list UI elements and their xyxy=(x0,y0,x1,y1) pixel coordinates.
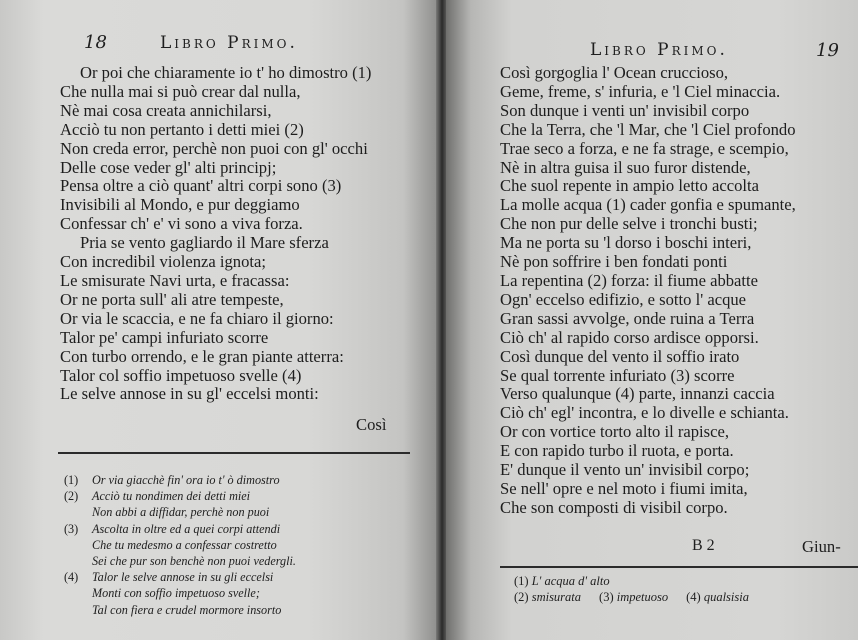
footnote-line xyxy=(64,585,296,601)
verse-line: Geme, freme, s' infuria, e 'l Ciel minaccia. xyxy=(500,81,781,101)
verse-line: Gran sassi avvolge, onde ruina a Terra xyxy=(500,308,755,328)
verse-line: Se nell' opre e nel moto i fiumi imita, xyxy=(500,478,748,498)
footnote-text: qualsisia xyxy=(703,589,749,604)
verse-line: Ciò ch' al rapido corso ardisce opporsi. xyxy=(500,327,759,347)
footnote-number: (2) xyxy=(514,589,529,604)
verse-line: Invisibili al Mondo, e pur deggiamo xyxy=(60,195,300,215)
footnote-text: Che tu medesmo a confessar costretto xyxy=(92,537,277,552)
verse-line: Delle cose veder gl' alti principj; xyxy=(60,157,277,177)
right-page-number: 19 xyxy=(816,40,839,61)
verse-line: Trae seco a forza, e ne fa strage, e scempio, xyxy=(500,138,789,158)
left-footnote-rule xyxy=(58,452,410,454)
verse-line: Or con vortice torto alto il rapisce, xyxy=(500,422,730,442)
verse-line: Che la Terra, che 'l Mar, che 'l Ciel profondo xyxy=(500,119,796,139)
footnote-text: impetuoso xyxy=(616,589,669,604)
verse-line: E con rapido turbo il ruota, e porta. xyxy=(500,441,734,461)
verse-line: Così dunque del vento il soffio irato xyxy=(500,346,740,366)
left-page-number: 18 xyxy=(84,32,107,53)
footnote-line xyxy=(514,574,749,590)
footnote-line xyxy=(64,504,296,520)
verse-line: Confessar ch' e' vi sono a viva forza. xyxy=(60,214,303,234)
verse-line: Che suol repente in ampio letto accolta xyxy=(500,176,759,196)
verse-line: Nè mai cosa creata annichilarsi, xyxy=(60,100,272,120)
footnote-text: L' acqua d' alto xyxy=(531,574,610,588)
left-footnotes xyxy=(64,472,296,618)
footnote-text: Acciò tu nondimen dei detti miei xyxy=(92,489,251,504)
verse-line: Che son composti di visibil corpo. xyxy=(500,497,728,517)
verse-line: Che nulla mai si può crear dal nulla, xyxy=(60,81,301,101)
right-footnotes xyxy=(514,574,749,605)
verse-line: Pria se vento gagliardo il Mare sferza xyxy=(80,233,329,253)
right-verse-block xyxy=(500,64,796,518)
footnote-text: Tal con fiera e crudel mormore insorto xyxy=(92,602,282,617)
verse-line: Or via le scaccia, e ne fa chiaro il giorno: xyxy=(60,308,334,328)
verse-line: Verso qualunque (4) parte, innanzi caccia xyxy=(500,384,775,404)
verse-line: Talor pe' campi infuriato scorre xyxy=(60,327,269,347)
footnote-line xyxy=(64,521,296,537)
verse-line: Acciò tu non pertanto i detti miei (2) xyxy=(60,119,304,139)
footnote-number: (3) xyxy=(599,589,614,604)
footnote-line xyxy=(64,553,296,569)
verse-line: Son dunque i venti un' invisibil corpo xyxy=(500,100,750,120)
left-catchword: Così xyxy=(356,415,387,434)
footnote-line xyxy=(64,569,296,585)
footnote-text: Or via giacchè fin' ora io t' ò dimostro xyxy=(92,473,280,487)
verse-line: La repentina (2) forza: il fiume abbatte xyxy=(500,270,758,290)
verse-line: Ogn' eccelso edifizio, e sotto l' acque xyxy=(500,289,747,309)
footnote-number: (1) xyxy=(64,473,79,487)
verse-line: Le smisurate Navi urta, e fracassa: xyxy=(60,270,290,290)
footnote-number: (4) xyxy=(686,589,701,604)
right-footnote-rule xyxy=(500,566,858,568)
verse-line: Così gorgoglia l' Ocean cruccioso, xyxy=(500,63,729,82)
verse-line: Con incredibil violenza ignota; xyxy=(60,252,266,272)
right-running-head: Libro Primo. xyxy=(590,40,728,60)
verse-line: Ciò ch' egl' incontra, e lo divelle e schianta. xyxy=(500,403,789,423)
footnote-text: Talor le selve annose in su gli eccelsi xyxy=(92,570,274,585)
verse-line: Con turbo orrendo, e le gran piante atterra: xyxy=(60,346,344,366)
verse-line: Nè in altra guisa il suo furor distende, xyxy=(500,157,751,177)
verse-line: Non creda error, perchè non puoi con gl' occhi xyxy=(60,138,368,158)
verse-line: Talor col soffio impetuoso svelle (4) xyxy=(60,365,302,385)
verse-line: Nè pon soffrire i ben fondati ponti xyxy=(500,252,728,272)
footnote-text: Non abbi a diffidar, perchè non puoi xyxy=(92,505,270,520)
footnote-number: (4) xyxy=(64,570,79,585)
verse-line: Pensa oltre a ciò quant' altri corpi sono (3) xyxy=(60,176,342,196)
verse-line: Ma ne porta su 'l dorso i boschi interi, xyxy=(500,233,752,253)
verse-line: Or poi che chiaramente io t' ho dimostro (1) xyxy=(80,63,372,82)
footnote-line xyxy=(64,488,296,504)
footnote-text: Ascolta in oltre ed a quei corpi attendi xyxy=(92,521,281,536)
verse-line: Or ne porta sull' ali atre tempeste, xyxy=(60,289,284,309)
left-verse-block xyxy=(60,64,371,404)
footnote-text: smisurata xyxy=(531,589,582,604)
verse-line: La molle acqua (1) cader gonfia e spumante, xyxy=(500,195,796,215)
footnote-text: Monti con soffio impetuoso svelle; xyxy=(92,586,260,601)
footnote-line xyxy=(64,472,296,488)
verse-line: E' dunque il vento un' invisibil corpo; xyxy=(500,460,750,480)
footnote-text: Sei che pur son benchè non puoi vedergli. xyxy=(92,554,296,569)
footnote-number: (1) xyxy=(514,574,529,588)
footnote-line xyxy=(64,602,296,618)
right-page xyxy=(446,0,858,640)
right-signature-mark: B 2 xyxy=(692,537,715,554)
verse-line: Che non pur delle selve i tronchi busti; xyxy=(500,214,758,234)
footnote-line xyxy=(514,590,749,606)
right-catchword: Giun- xyxy=(802,537,841,556)
footnote-line xyxy=(64,537,296,553)
footnote-number: (2) xyxy=(64,489,79,504)
left-running-head: Libro Primo. xyxy=(160,33,298,53)
footnote-number: (3) xyxy=(64,521,79,536)
verse-line: Se qual torrente infuriato (3) scorre xyxy=(500,365,735,385)
verse-line: Le selve annose in su gl' eccelsi monti: xyxy=(60,384,319,404)
